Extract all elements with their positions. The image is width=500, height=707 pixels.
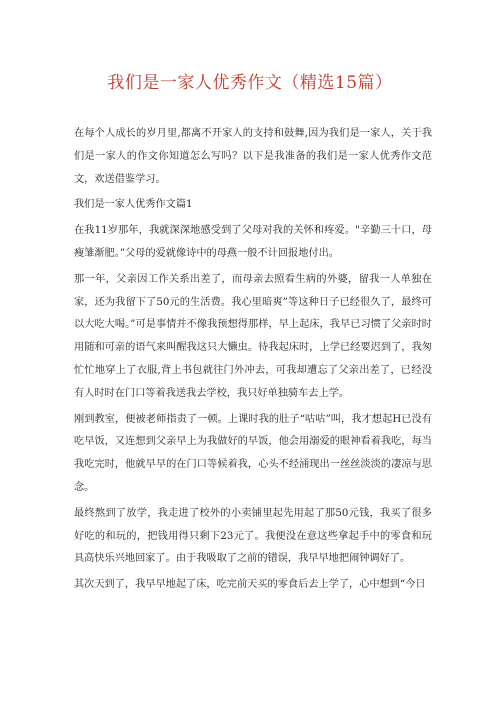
document-title: 我们是一家人优秀作文（精选15篇）	[107, 73, 393, 93]
paragraph-intro: 在每个人成长的岁月里,都离不开家人的支持和鼓舞,因为我们是一家人，关于我们是一家人的作文你知道怎么写吗？以下是我准备的我们是一家人优秀作文范文，欢送借鉴学习。	[74, 128, 432, 185]
document-body	[74, 123, 432, 600]
paragraph: 那一年，父亲因工作关系出差了，而母亲去照看生病的外婆，留我一人单独在家，还为我留下了50元的生活费。我心里暗爽”等这种日子已经很久了，最终可以大吃大喝。”可是事情并不像我预想得那样，早上起床，我早已习惯了父亲时时用随和可亲的语气来叫醒我这只大懒虫。待我起床时，上学已经要迟到了，我匆忙忙地穿上了衣服,背上书包就往门外冲去，可我却遭忘了父亲出差了，已经没有人时时在门口等着我送我去学校，我只好单独骑车去上学。	[74, 273, 432, 399]
section-heading: 我们是一家人优秀作文篇1	[74, 199, 193, 211]
paragraph: 最终熬到了放学，我走进了校外的小卖铺里起先用起了那50元钱，我买了很多好吃的和玩的，把钱用得只剩下23元了。我便没在意这些拿起手中的零食和玩具高快乐兴地回家了。由于我吸取了之前的错误，我早早地把闹钟调好了。	[74, 507, 432, 565]
paragraph: 刚到教室，便被老师指责了一顿。上课时我的肚子“咕咕”叫，我才想起H已没有吃早饭，又连想到父亲早上为我做好的早饭，他会用溺爱的眼神看着我吃，每当我吃完时，他就早早的在门口等候着我，心头不经涌现出一丝丝淡淡的凄凉与思念。	[74, 413, 432, 493]
paragraph: 其次天到了，我早早地起了床，吃完前天买的零食后去上学了，心中想到“今日	[74, 579, 426, 591]
paragraph: 在我11岁那年，我就深深地感受到了父母对我的关怀和疼爱。"辛勤三十口，母瘦雏渐肥。”父母的爱就像诗中的母燕一般不计回报地付出。	[74, 225, 432, 259]
